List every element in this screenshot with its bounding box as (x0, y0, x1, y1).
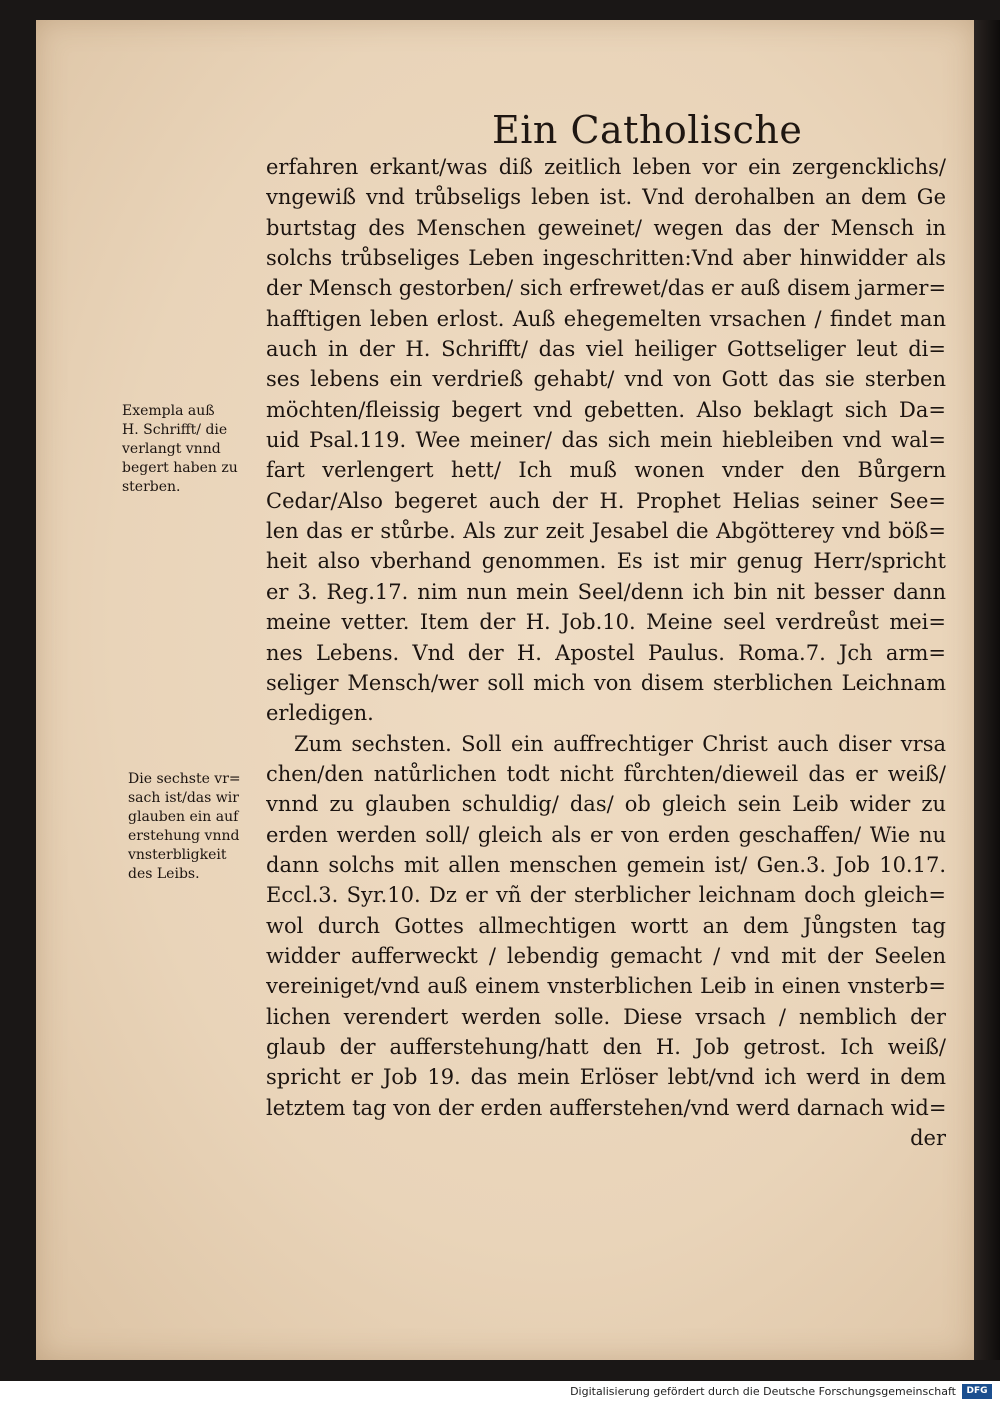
text-line: erfahren erkant/was diß zeitlich leben vor ein zergencklichs/ (266, 155, 946, 179)
text-line: möchten/fleissig begert vnd gebetten. Also beklagt sich Da= (266, 397, 946, 422)
margin-note-line: Exempla auß (122, 403, 215, 419)
text-line: er 3. Reg.17. nim nun mein Seel/denn ich bin nit besser dann (266, 579, 946, 604)
text-line: spricht er Job 19. das mein Erlöser lebt/vnd ich werd in dem (266, 1065, 946, 1090)
text-line: solchs trůbseliges Leben ingeschritten:Vnd aber hinwidder als (266, 246, 946, 271)
text-line: hafftigen leben erlost. Auß ehegemelten vrsachen / findet man (266, 306, 946, 331)
margin-note-line: Die sechste vr= (128, 771, 241, 787)
text-line: glaub der aufferstehung/hatt den H. Job getrost. Ich weiß/ (266, 1034, 946, 1059)
text-line: Eccl.3. Syr.10. Dz er vñ der sterblicher leichnam doch gleich= (266, 883, 946, 908)
text-line: widder aufferweckt / lebendig gemacht / vnd mit der Seelen (266, 943, 946, 968)
text-line: burtstag des Menschen geweinet/ wegen das der Mensch in (266, 215, 946, 240)
text-line: vereiniget/vnd auß einem vnsterblichen Leib in einen vnsterb= (266, 974, 946, 999)
running-title: Ein Catholische (492, 108, 803, 152)
text-line: letztem tag von der erden aufferstehen/vnd werd darnach wid= (266, 1095, 946, 1120)
margin-note-exempla (122, 402, 238, 497)
margin-note-line: des Leibs. (128, 866, 200, 882)
text-line: nes Lebens. Vnd der H. Apostel Paulus. Roma.7. Jch arm= (266, 640, 946, 665)
margin-note-line: verlangt vnnd (122, 441, 221, 457)
main-text-block (266, 152, 946, 1153)
text-line: len das er stůrbe. Als zur zeit Jesabel die Abgötterey vnd böß= (266, 519, 946, 544)
text-line: lichen verendert werden solle. Diese vrsach / nemblich der (266, 1004, 946, 1029)
text-line: wol durch Gottes allmechtigen wortt an dem Jůngsten tag (266, 913, 946, 938)
text-line: erden werden soll/ gleich als er von erden geschaffen/ Wie nu (266, 822, 946, 847)
margin-note-line: sach ist/das wir (128, 790, 239, 806)
text-line: chen/den natůrlichen todt nicht fůrchten/dieweil das er weiß/ (266, 761, 946, 786)
text-line: meine vetter. Item der H. Job.10. Meine seel verdreůst mei= (266, 610, 946, 635)
text-line: auch in der H. Schrifft/ das viel heiliger Gottseliger leut di= (266, 337, 946, 362)
margin-note-line: vnsterbligkeit (128, 847, 227, 863)
text-line: Cedar/Also begeret auch der H. Prophet Helias seiner See= (266, 488, 946, 513)
text-line: uid Psal.119. Wee meiner/ das sich mein hiebleiben vnd wal= (266, 428, 946, 453)
funding-credit: Digitalisierung gefördert durch die Deutsche Forschungsgemeinschaft (570, 1385, 956, 1398)
text-line: fart verlengert hett/ Ich muß wonen vnder den Bůrgern (266, 458, 946, 483)
text-line: erledigen. (266, 701, 374, 726)
margin-note-line: H. Schrifft/ die (122, 422, 228, 438)
text-line: seliger Mensch/wer soll mich von disem sterblichen Leichnam (266, 670, 946, 695)
dfg-logo-icon: DFG (962, 1384, 992, 1399)
text-line: heit also vberhand genommen. Es ist mir genug Herr/spricht (266, 549, 946, 574)
margin-note-line: glauben ein auf (128, 809, 239, 825)
text-line: dann solchs mit allen menschen gemein ist/ Gen.3. Job 10.17. (266, 852, 946, 877)
page-gutter (974, 20, 1000, 1360)
margin-note-line: begert haben zu (122, 460, 238, 476)
margin-note-sixth-cause (128, 770, 241, 884)
paragraph-start-line: Zum sechsten. Soll ein auffrechtiger Christ auch diser vrsa (294, 731, 946, 756)
text-line: der Mensch gestorben/ sich erfrewet/das er auß disem jarmer= (266, 276, 946, 301)
margin-note-line: erstehung vnnd (128, 828, 240, 844)
digitization-footer (0, 1381, 1000, 1404)
margin-note-line: sterben. (122, 479, 181, 495)
text-line: vnnd zu glauben schuldig/ das/ ob gleich sein Leib wider zu (266, 792, 946, 817)
text-line: vngewiß vnd trůbseligs leben ist. Vnd derohalben an dem Ge (266, 185, 946, 210)
catchword: der (910, 1126, 946, 1150)
text-line: ses lebens ein verdrieß gehabt/ vnd von Gott das sie sterben (266, 367, 946, 392)
